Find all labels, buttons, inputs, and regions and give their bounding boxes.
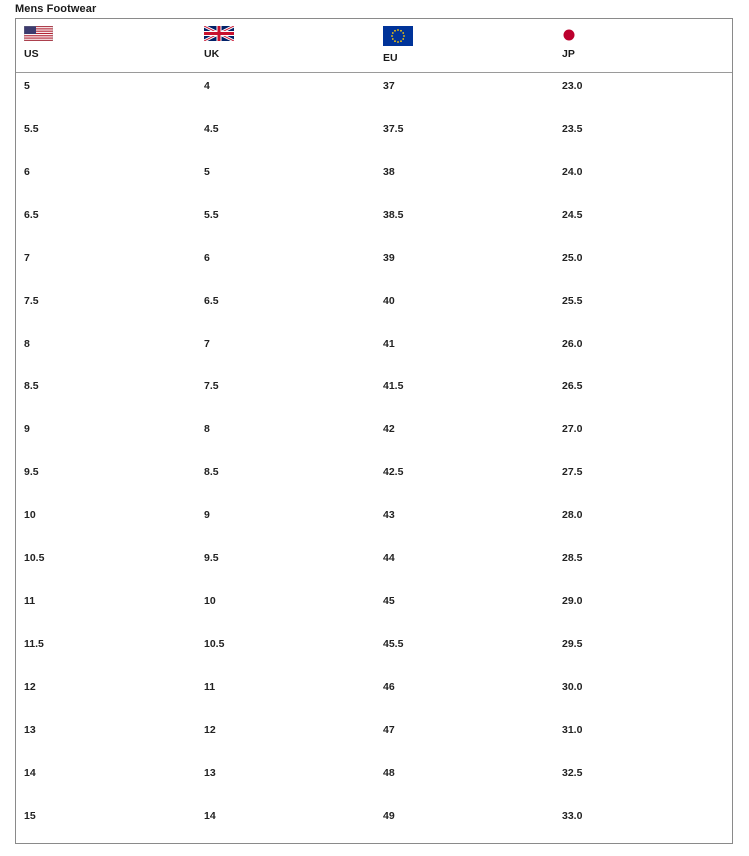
jp-size-cell: 27.5 <box>562 466 583 478</box>
eu-size-cell: 37 <box>383 80 395 92</box>
us-size-cell: 13 <box>24 724 36 736</box>
table-row <box>16 80 732 123</box>
uk-size-cell: 9 <box>204 509 210 521</box>
jp-size-cell: 29.0 <box>562 595 583 607</box>
uk-size-cell: 5 <box>204 166 210 178</box>
uk-size-cell: 4.5 <box>204 123 219 135</box>
table-row <box>16 295 732 338</box>
column-header-eu <box>383 19 553 72</box>
uk-size-cell: 6.5 <box>204 295 219 307</box>
uk-size-cell: 12 <box>204 724 216 736</box>
jp-size-cell: 26.5 <box>562 380 583 392</box>
uk-size-cell: 14 <box>204 810 216 822</box>
us-size-cell: 7 <box>24 252 30 264</box>
jp-size-cell: 25.5 <box>562 295 583 307</box>
jp-size-cell: 26.0 <box>562 338 583 350</box>
jp-size-cell: 23.5 <box>562 123 583 135</box>
uk-size-cell: 6 <box>204 252 210 264</box>
uk-size-cell: 7.5 <box>204 380 219 392</box>
us-size-cell: 5.5 <box>24 123 39 135</box>
uk-size-cell: 8 <box>204 423 210 435</box>
jp-size-cell: 28.0 <box>562 509 583 521</box>
column-header-us <box>24 19 194 72</box>
column-label-jp: JP <box>562 48 575 60</box>
eu-size-cell: 45.5 <box>383 638 404 650</box>
jp-size-cell: 23.0 <box>562 80 583 92</box>
eu-size-cell: 40 <box>383 295 395 307</box>
table-row <box>16 466 732 509</box>
us-size-cell: 11.5 <box>24 638 44 650</box>
table-row <box>16 123 732 166</box>
page-title: Mens Footwear <box>15 3 97 15</box>
eu-size-cell: 48 <box>383 767 395 779</box>
jp-size-cell: 29.5 <box>562 638 583 650</box>
us-flag-icon <box>24 26 53 41</box>
jp-size-cell: 33.0 <box>562 810 583 822</box>
uk-flag-icon <box>204 26 234 41</box>
table-row <box>16 638 732 681</box>
us-size-cell: 9 <box>24 423 30 435</box>
table-row <box>16 209 732 252</box>
us-size-cell: 10 <box>24 509 36 521</box>
column-label-eu: EU <box>383 52 398 64</box>
us-size-cell: 15 <box>24 810 36 822</box>
jp-size-cell: 27.0 <box>562 423 583 435</box>
eu-size-cell: 45 <box>383 595 395 607</box>
column-label-us: US <box>24 48 39 60</box>
table-row <box>16 595 732 638</box>
us-size-cell: 7.5 <box>24 295 39 307</box>
eu-size-cell: 49 <box>383 810 395 822</box>
us-size-cell: 9.5 <box>24 466 39 478</box>
uk-size-cell: 10 <box>204 595 216 607</box>
eu-size-cell: 44 <box>383 552 395 564</box>
us-size-cell: 6 <box>24 166 30 178</box>
jp-size-cell: 28.5 <box>562 552 583 564</box>
uk-size-cell: 4 <box>204 80 210 92</box>
eu-size-cell: 39 <box>383 252 395 264</box>
table-row <box>16 810 732 853</box>
us-size-cell: 6.5 <box>24 209 39 221</box>
column-header-uk <box>204 19 374 72</box>
jp-size-cell: 31.0 <box>562 724 583 736</box>
eu-size-cell: 38 <box>383 166 395 178</box>
japan-flag-icon <box>562 28 576 42</box>
eu-size-cell: 41.5 <box>383 380 404 392</box>
jp-size-cell: 24.0 <box>562 166 583 178</box>
eu-size-cell: 46 <box>383 681 395 693</box>
table-row <box>16 509 732 552</box>
us-size-cell: 8 <box>24 338 30 350</box>
eu-size-cell: 43 <box>383 509 395 521</box>
table-row <box>16 423 732 466</box>
table-row <box>16 724 732 767</box>
us-size-cell: 8.5 <box>24 380 39 392</box>
jp-size-cell: 25.0 <box>562 252 583 264</box>
table-row <box>16 767 732 810</box>
uk-size-cell: 10.5 <box>204 638 225 650</box>
us-size-cell: 12 <box>24 681 36 693</box>
eu-size-cell: 42 <box>383 423 395 435</box>
table-header <box>16 19 732 73</box>
table-row <box>16 552 732 595</box>
uk-size-cell: 5.5 <box>204 209 219 221</box>
column-label-uk: UK <box>204 48 220 60</box>
table-row <box>16 166 732 209</box>
eu-flag-icon <box>383 26 413 46</box>
eu-size-cell: 42.5 <box>383 466 404 478</box>
us-size-cell: 11 <box>24 595 36 607</box>
us-size-cell: 10.5 <box>24 552 45 564</box>
eu-size-cell: 37.5 <box>383 123 404 135</box>
eu-size-cell: 47 <box>383 724 395 736</box>
us-size-cell: 14 <box>24 767 36 779</box>
uk-size-cell: 8.5 <box>204 466 219 478</box>
eu-size-cell: 38.5 <box>383 209 404 221</box>
uk-size-cell: 13 <box>204 767 216 779</box>
uk-size-cell: 9.5 <box>204 552 219 564</box>
size-chart-table <box>15 18 733 844</box>
table-row <box>16 252 732 295</box>
uk-size-cell: 7 <box>204 338 210 350</box>
us-size-cell: 5 <box>24 80 30 92</box>
table-row <box>16 681 732 724</box>
table-row <box>16 380 732 423</box>
jp-size-cell: 30.0 <box>562 681 583 693</box>
jp-size-cell: 24.5 <box>562 209 583 221</box>
eu-size-cell: 41 <box>383 338 395 350</box>
column-header-jp <box>562 19 732 72</box>
uk-size-cell: 11 <box>204 681 216 693</box>
table-row <box>16 338 732 381</box>
jp-size-cell: 32.5 <box>562 767 583 779</box>
